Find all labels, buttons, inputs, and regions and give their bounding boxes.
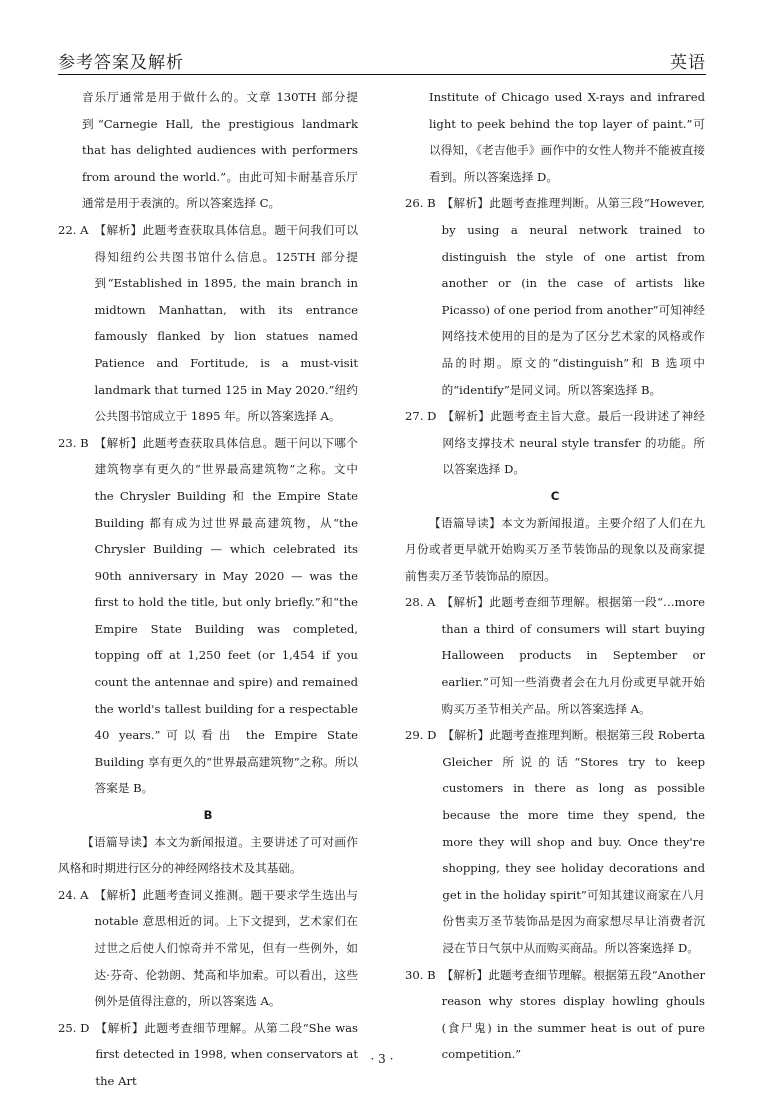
page-number: · 3 · xyxy=(370,1052,394,1066)
answer-text: 【解析】此题考查词义推测。题干要求学生选出与 notable 意思相近的词。上下文提到，艺术家们在过世之后使人们惊奇并不常见，但有一些例外，如达·芬奇、伦勃朗、梵高和毕加索。可以看出，这些例外是值得注意的，所以答案选 A。 xyxy=(94,887,358,1009)
answer-23 xyxy=(58,430,358,802)
answer-22 xyxy=(58,217,358,430)
answer-26 xyxy=(405,190,705,403)
page-header xyxy=(58,44,706,75)
header-title: 参考答案及解析 xyxy=(58,53,184,73)
answer-number: 22. A xyxy=(58,222,89,237)
header-subject: 英语 xyxy=(670,53,706,73)
answer-27 xyxy=(405,403,705,483)
answer-24 xyxy=(58,882,358,1015)
answer-text: 【解析】此题考查细节理解。根据第一段“…more than a third of consumers will start buying Halloween products in September or earlier.”可知一些消费者会在九月份或更早就开始购买万圣节相关产品。所以答案选择 A。 xyxy=(441,595,705,716)
answer-text: 【解析】此题考查细节理解。根据第五段“Another reason why stores display howling ghouls (食尸鬼) in the summer heat is out of pure competition.” xyxy=(441,967,705,1062)
answer-text: 【解析】此题考查细节理解。从第二段“She was first detected in 1998, when conservators at the Art xyxy=(95,1020,358,1088)
answer-number: 27. D xyxy=(405,409,437,424)
answer-text: 【解析】此题考查推理判断。根据第三段 Roberta Gleicher 所说的话“Stores try to keep customers in there as long as possible because the more time they spend, the more they will shop and buy. Once they're shopping, they see holiday decorations and get in the holiday spirit”可知其建议商家在八月份售卖万圣节装饰品是因为商家想尽早让消费者沉浸在节日气氛中从而购买商品。所以答案选择 D。 xyxy=(442,728,705,955)
answer-text: 【解析】此题考查主旨大意。最后一段讲述了神经网络支撑技术 neural style transfer 的功能。所以答案选择 D。 xyxy=(442,409,705,477)
left-column xyxy=(58,84,358,1095)
section-heading-b: B xyxy=(203,808,213,823)
answer-number: 28. A xyxy=(405,595,436,610)
answer-number: 26. B xyxy=(405,196,436,211)
answer-number: 23. B xyxy=(58,435,89,450)
answer-28 xyxy=(405,589,705,722)
answer-29 xyxy=(405,722,705,961)
passage-guide-b: 【语篇导读】本文为新闻报道。主要讲述了可对画作风格和时期进行区分的神经网络技术及其基础。 xyxy=(58,834,358,876)
answer-number: 24. A xyxy=(58,887,89,902)
answer-21-continuation: 音乐厅通常是用于做什么的。文章 130TH 部分提到“Carnegie Hall, the prestigious landmark that has delighted audiences with performers from around the world.”。由此可知卡耐基音乐厅通常是用于表演的。所以答案选择 C。 xyxy=(82,90,358,211)
answer-number: 29. D xyxy=(405,728,437,743)
answer-number: 25. D xyxy=(58,1020,90,1035)
passage-guide-c: 【语篇导读】本文为新闻报道。主要介绍了人们在九月份或者更早就开始购买万圣节装饰品的现象以及商家提前售卖万圣节装饰品的原因。 xyxy=(405,515,705,583)
answer-number: 30. B xyxy=(405,967,436,982)
right-column xyxy=(405,84,705,1068)
answer-text: 【解析】此题考查获取具体信息。题干问我们可以得知纽约公共图书馆什么信息。125TH 部分提到“Established in 1895, the main branch in midtown Manhattan, with its entrance famously flanked by lion statues named Patience and Fortitude, is a must-visit landmark that turned 125 in May 2020.”纽约公共图书馆成立于 1895 年。所以答案选择 A。 xyxy=(94,222,358,424)
answer-text: 【解析】此题考查推理判断。从第三段“However, by using a neural network trained to distinguish the style of one artist from another or (in the case of artists like Picasso) of one period from another”可知神经网络技术使用的目的是为了区分艺术家的风格或作品的时期。原文的“distinguish”和 B 选项中的“identify”是同义词。所以答案选择 B。 xyxy=(441,196,705,397)
answer-25-continuation: Institute of Chicago used X-rays and infrared light to peek behind the top layer of paint.”可以得知，《老吉他手》画作中的女性人物并不能被直接看到。所以答案选择 D。 xyxy=(429,90,705,184)
section-heading-c: C xyxy=(550,488,560,503)
answer-text: 【解析】此题考查获取具体信息。题干问以下哪个建筑物享有更久的“世界最高建筑物”之称。文中 the Chrysler Building 和 the Empire State Building 都有成为过世界最高建筑物，从“the Chrysler Building — which celebrated its 90th anniversary in May 2020 — was the first to hold the title, but only briefly.”和“the Empire State Building was completed, topping off at 1,250 feet (or 1,454 if you count the antennae and spire) and remained the world's tallest building for a respectable 40 years.”可以看出 the Empire State Building 享有更久的“世界最高建筑物”之称。所以答案是 B。 xyxy=(94,435,358,796)
